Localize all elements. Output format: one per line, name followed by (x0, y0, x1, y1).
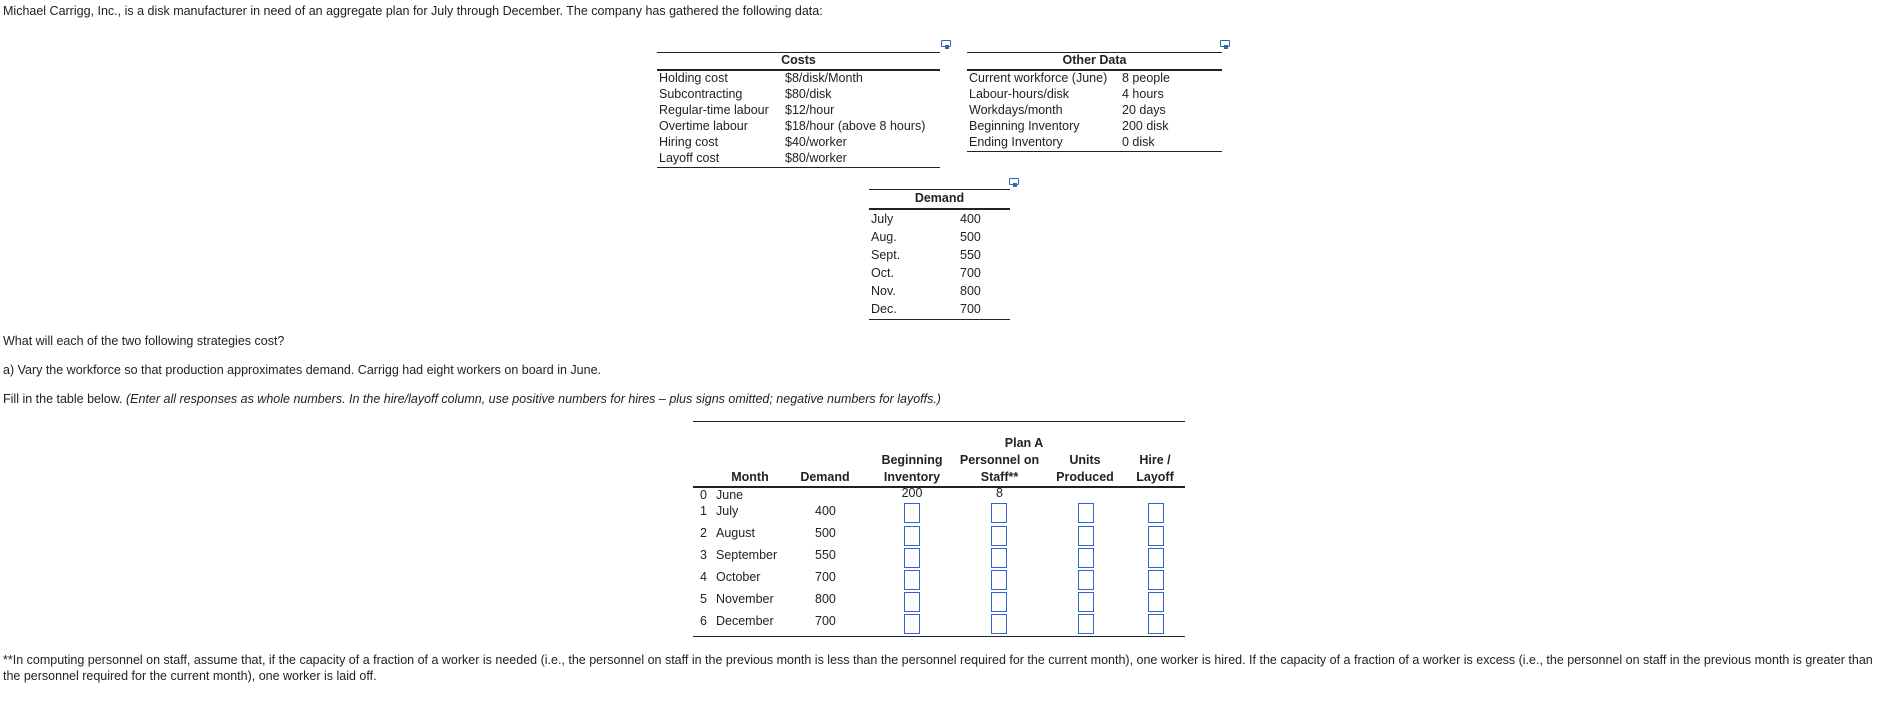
col-header-units-1: Units (1069, 453, 1101, 467)
row-index: 3 (700, 548, 707, 562)
demand-value: 700 (960, 302, 981, 316)
other-value: 0 disk (1122, 135, 1155, 149)
personnel-input[interactable] (991, 570, 1007, 590)
personnel-input[interactable] (991, 503, 1007, 523)
personnel-input[interactable] (991, 526, 1007, 546)
costs-label: Subcontracting (659, 87, 743, 101)
col-header-hire-2: Layoff (1136, 470, 1174, 484)
costs-label: Overtime labour (659, 119, 748, 133)
hire-layoff-input[interactable] (1148, 614, 1164, 634)
hire-layoff-input[interactable] (1148, 592, 1164, 612)
beginning-inventory-input[interactable] (904, 570, 920, 590)
units-produced-input[interactable] (1078, 526, 1094, 546)
units-produced-input[interactable] (1078, 570, 1094, 590)
hire-layoff-input[interactable] (1148, 503, 1164, 523)
demand-title: Demand (914, 191, 965, 205)
beginning-inventory-input[interactable] (904, 614, 920, 634)
col-header-personnel-2: Staff** (980, 470, 1019, 484)
other-label: Labour-hours/disk (969, 87, 1070, 101)
row-month: July (716, 504, 739, 518)
costs-label: Layoff cost (659, 151, 720, 165)
demand-value: 500 (960, 230, 981, 244)
row-demand: 500 (815, 526, 836, 540)
plan-title: Plan A (1004, 436, 1044, 450)
other-label: Workdays/month (969, 103, 1063, 117)
units-produced-input[interactable] (1078, 503, 1094, 523)
open-popup-icon[interactable] (1220, 40, 1230, 47)
row-index: 1 (700, 504, 707, 518)
row-index: 0 (700, 488, 707, 502)
row-demand: 700 (815, 570, 836, 584)
other-value: 200 disk (1122, 119, 1169, 133)
intro-text: Michael Carrigg, Inc., is a disk manufacturer in need of an aggregate plan for July through December. The company has gathered the following data: (3, 4, 823, 18)
col-header-beginning-inventory-2: Inventory (883, 470, 941, 484)
units-produced-input[interactable] (1078, 592, 1094, 612)
row-index: 5 (700, 592, 707, 606)
row-index: 2 (700, 526, 707, 540)
personnel-input[interactable] (991, 592, 1007, 612)
row-index: 6 (700, 614, 707, 628)
other-label: Beginning Inventory (969, 119, 1080, 133)
beginning-inventory-input[interactable] (904, 526, 920, 546)
instructions-text (3, 392, 941, 406)
costs-value: $12/hour (785, 103, 835, 117)
beginning-inventory-input[interactable] (904, 548, 920, 568)
demand-month: Aug. (871, 230, 897, 244)
costs-label: Regular-time labour (659, 103, 769, 117)
demand-value: 550 (960, 248, 981, 262)
costs-value: $80/worker (785, 151, 847, 165)
costs-value: $18/hour (above 8 hours) (785, 119, 926, 133)
costs-value: $80/disk (785, 87, 832, 101)
costs-value: $8/disk/Month (785, 71, 863, 85)
units-produced-input[interactable] (1078, 548, 1094, 568)
row-month: October (716, 570, 761, 584)
demand-value: 700 (960, 266, 981, 280)
demand-month: Nov. (871, 284, 896, 298)
open-popup-icon[interactable] (941, 40, 951, 47)
units-produced-input[interactable] (1078, 614, 1094, 634)
beginning-inventory-input[interactable] (904, 592, 920, 612)
row-month: September (716, 548, 778, 562)
row-demand: 550 (815, 548, 836, 562)
col-header-beginning-inventory-1: Beginning (881, 453, 943, 467)
col-header-demand: Demand (800, 470, 850, 484)
personnel-input[interactable] (991, 548, 1007, 568)
costs-bottom-rule (657, 167, 940, 168)
hire-layoff-input[interactable] (1148, 570, 1164, 590)
question-text: What will each of the two following strategies cost? (3, 334, 285, 348)
hire-layoff-input[interactable] (1148, 548, 1164, 568)
demand-header-rule (869, 208, 1010, 210)
instructions-note: (Enter all responses as whole numbers. In the hire/layoff column, use positive numbers for hires – plus signs omitted; negative numbers for layoffs.) (126, 392, 941, 406)
col-header-units-2: Produced (1056, 470, 1114, 484)
other-title: Other Data (1062, 53, 1127, 67)
row-index: 4 (700, 570, 707, 584)
open-popup-icon[interactable] (1009, 178, 1019, 185)
row-demand: 700 (815, 614, 836, 628)
demand-bottom-rule (869, 319, 1010, 320)
footnote-text: **In computing personnel on staff, assume that, if the capacity of a fraction of a worker is needed (i.e., the personnel on staff in the previous month is less than the personnel required for the current month), one worker is hired. If the capacity of a fraction of a worker is excess (i.e., the personnel on staff in the previous month is greater than the personnel required for the current month), one worker is laid off. (3, 653, 1873, 683)
demand-month: July (871, 212, 894, 226)
june-beginning-inventory: 200 (901, 486, 923, 500)
demand-month: Dec. (871, 302, 897, 316)
row-month: August (716, 526, 755, 540)
row-month: June (716, 488, 744, 502)
demand-value: 800 (960, 284, 981, 298)
part-a-text: a) Vary the workforce so that production approximates demand. Carrigg had eight workers on board in June. (3, 363, 602, 377)
demand-value: 400 (960, 212, 981, 226)
beginning-inventory-input[interactable] (904, 503, 920, 523)
other-label: Current workforce (June) (969, 71, 1108, 85)
plan-top-rule (693, 421, 1185, 422)
demand-month: Oct. (871, 266, 894, 280)
other-value: 20 days (1122, 103, 1166, 117)
row-month: December (716, 614, 774, 628)
col-header-month: Month (731, 470, 769, 484)
other-value: 4 hours (1122, 87, 1164, 101)
hire-layoff-input[interactable] (1148, 526, 1164, 546)
other-value: 8 people (1122, 71, 1170, 85)
costs-value: $40/worker (785, 135, 847, 149)
personnel-input[interactable] (991, 614, 1007, 634)
other-bottom-rule (967, 151, 1222, 152)
costs-title: Costs (781, 53, 816, 67)
col-header-hire-1: Hire / (1139, 453, 1171, 467)
june-personnel: 8 (996, 486, 1003, 500)
row-demand: 800 (815, 592, 836, 606)
col-header-personnel-1: Personnel on (959, 453, 1040, 467)
row-month: November (716, 592, 774, 606)
demand-month: Sept. (871, 248, 901, 262)
row-demand: 400 (815, 504, 836, 518)
costs-label: Holding cost (659, 71, 728, 85)
instructions-lead: Fill in the table below. (3, 392, 123, 406)
costs-label: Hiring cost (659, 135, 719, 149)
plan-bottom-rule (693, 636, 1185, 637)
other-label: Ending Inventory (969, 135, 1063, 149)
